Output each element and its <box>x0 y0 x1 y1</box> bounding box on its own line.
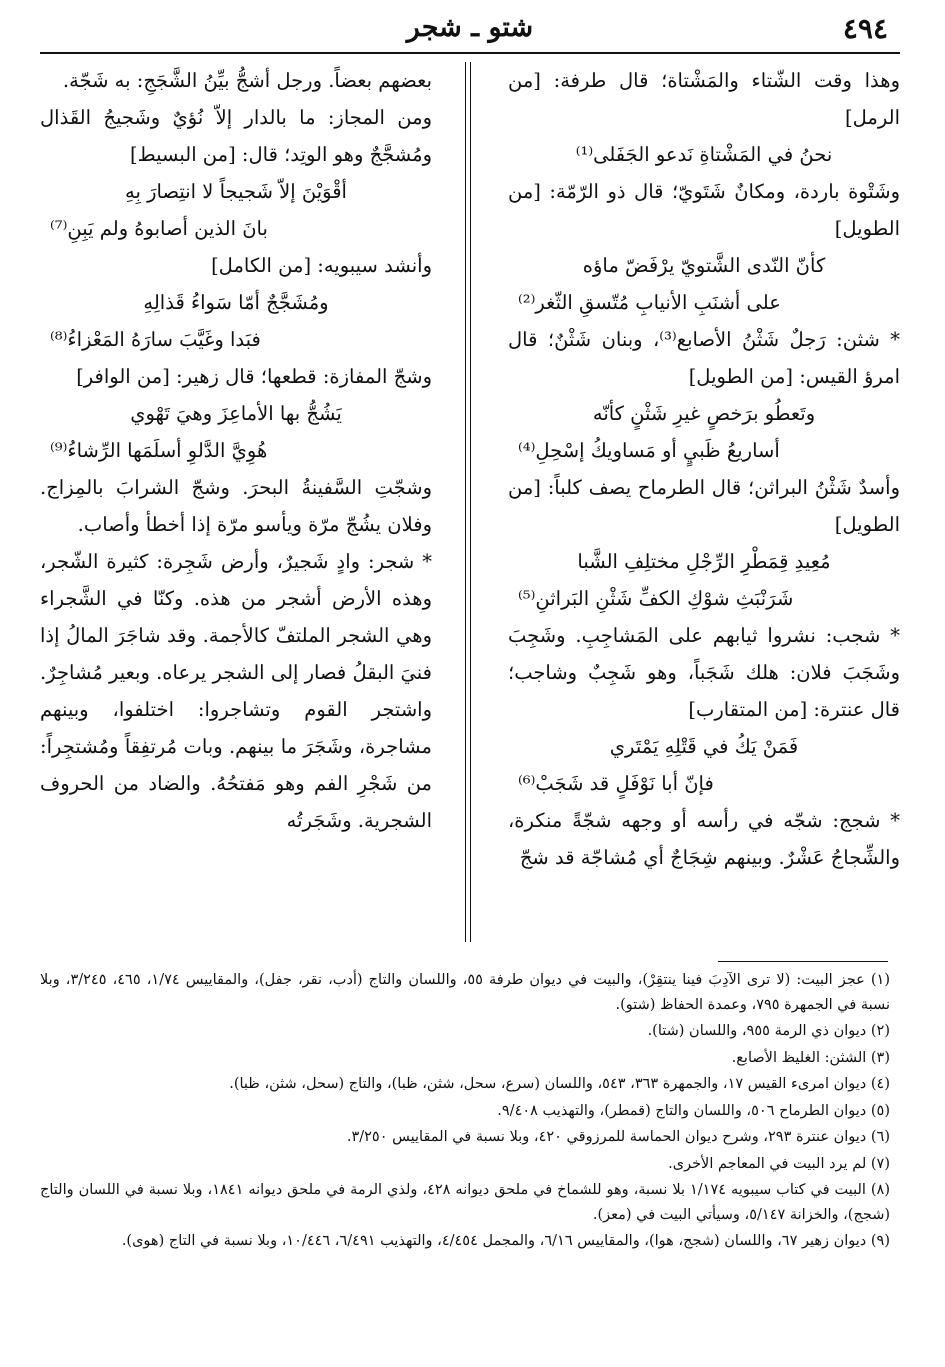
paragraph: ومن المجاز: ما بالدار إلاّ نُؤيٌ وشَجيجُ القَذال ومُشجَّجٌ وهو الوتِد؛ قال: [من البسيط] <box>40 106 432 166</box>
page-title: شتو ـ شجر <box>406 12 534 43</box>
footnote-rule <box>718 961 888 962</box>
verse-line: على أشنَبِ الأنيابِ مُتّسقِ الثّغر⁽²⁾ <box>518 291 781 314</box>
footnote: (٥) ديوان الطرماح ٥٠٦، واللسان والتاج (قمطر)، والتهذيب ٩/٤٠٨. <box>497 1102 890 1119</box>
page-header <box>40 8 900 54</box>
entry-shathn: * شثن: رَجلٌ شَثْنُ الأصابع⁽³⁾، وبنان شَثْنٌ؛ قال امرؤ القيس: [من الطويل] <box>508 328 900 388</box>
paragraph: وشجّتِ السَّفينةُ البحرَ. وشجّ الشرابَ بالمِزاج. وفلان يشُجّ مرّة ويأسو مرّة إذا أخطأ وأصاب. <box>40 476 432 536</box>
verse-line: ومُشَجَّجٌ أمّا سَواءُ قَذالِهِ <box>143 291 329 314</box>
page-number: ٤٩٤ <box>842 12 888 45</box>
entry-shajab: * شجب: نشروا ثيابهم على المَشاجِبِ. وشَجِبَ وشَجَبَ فلان: هلك شَجَباً، وهو شَجِبٌ وشاجب؛ قال عنترة: [من المتقارب] <box>508 624 900 721</box>
verse-line: وتَعطُو برَخصٍ غيرِ شَثْنٍ كأنّه <box>592 402 816 425</box>
entry-shajaj: * شجج: شجّه في رأسه أو وجهه شجّةً منكرة، والشِّجاجُ عَشْرٌ. وبينهم شِجَاجٌ أي مُشاجّة قد شجّ <box>508 809 900 869</box>
verse-line: هُوِيَّ الدَّلوِ أسلَمَها الرِّشاءُ⁽⁹⁾ <box>50 439 268 462</box>
right-column <box>508 62 900 876</box>
paragraph: وشجّ المفازة: قطعها؛ قال زهير: [من الوافر] <box>76 365 432 388</box>
footnote: (٢) ديوان ذي الرمة ٩٥٥، واللسان (شتا). <box>647 1023 890 1039</box>
paragraph: وأنشد سيبويه: [من الكامل] <box>211 254 432 277</box>
verse-line: أقْوَيْنَ إلاّ شَجيجاً لا انتِصارَ بِهِ <box>125 180 347 203</box>
footnote: (٨) البيت في كتاب سيبويه ١/١٧٤ بلا نسبة، وهو للشماخ في ملحق ديوانه ٤٢٨، ولذي الرمة في ملحق ديوانه ١٨٤١، وبلا نسبة في اللسان والتاج (شجج)، والخزانة ٥/١٤٧، وسيأتي البيت في (معز). <box>40 1182 891 1223</box>
text-columns <box>40 62 900 942</box>
verse-line: كأنّ النّدى الشَّتويّ يرْفَضّ ماؤه <box>582 254 826 277</box>
verse-line: بانَ الذين أصابوهُ ولم يَبِنِ⁽⁷⁾ <box>50 217 268 240</box>
paragraph: وأسدٌ شَثْنُ البراثن؛ قال الطرماح يصف كلباً: [من الطويل] <box>508 476 900 536</box>
footnote: (٩) ديوان زهير ٦٧، واللسان (شجج، هوا)، والمقاييس ٦/١٦، والمجمل ٤/٤٥٤، والتهذيب ٦/٤٩١، ١٠/٤٤٦، وبلا نسبة في التاج (هوى). <box>121 1233 890 1249</box>
left-column <box>40 62 432 839</box>
dictionary-page <box>40 8 900 1249</box>
column-divider <box>465 62 471 942</box>
verse-line: فَمَنْ يَكُ في قَتْلِهِ يَمْتَري <box>609 735 799 758</box>
verse-line: فبَدا وغَيَّبَ سارَهُ المَعْزاءُ⁽⁸⁾ <box>50 328 261 351</box>
footnotes <box>40 968 890 1256</box>
entry-shajar: * شجر: وادٍ شَجيرٌ، وأرض شَجِرة: كثيرة الشّجر، وهذه الأرض أشجر من هذه. وكنّا في الشَّجراء وهي الشجر الملتفّ كالأجمة. وقد شاجَرَ المالُ إذا فنيَ البقلُ فصار إلى الشجر يرعاه. وبعير مُشاجِرٌ. واشتجر القوم وتشاجروا: اختلفوا، وبينهم مشاجرة، وشَجَرَ ما بينهم. وبات مُرتفِقاً ومُشتجِراً: من شَجْرِ الفم وهو مَفتحُهُ. والضاد من الحروف الشجرية. وشَجَرتُه <box>40 550 432 832</box>
verse-line: فإنّ أبا نَوْفَلٍ قد شَجَبْ⁽⁶⁾ <box>518 772 714 795</box>
footnote: (٧) لم يرد البيت في المعاجم الأخرى. <box>668 1155 890 1172</box>
verse-line: أساريعُ ظَبيٍ أو مَساويكُ إسْحِلِ⁽⁴⁾ <box>518 439 780 462</box>
verse-line: نحنُ في المَشْتاةِ نَدعو الجَفَلى⁽¹⁾ <box>575 143 833 166</box>
verse-line: مُعِيدِ قِمَطْرِ الرِّجْلِ مختلِفِ الشَّبا <box>577 550 831 573</box>
paragraph: وشَتْوة باردة، ومكانٌ شَتَويّ؛ قال ذو الرّمّة: [من الطويل] <box>508 180 900 240</box>
footnote: (٦) ديوان عنترة ٢٩٣، وشرح ديوان الحماسة للمرزوقي ٤٢٠، وبلا نسبة في المقاييس ٣/٢٥٠. <box>346 1129 890 1145</box>
footnote: (٤) ديوان امرىء القيس ١٧، والجمهرة ٣٦٣، ٥٤٣، واللسان (سرع، سحل، شثن، ظبا)، والتاج (سحل، شثن، ظبا). <box>229 1076 890 1092</box>
verse-line: يَشُجُّ بها الأماعِزَ وهيَ تَهْوي <box>130 402 342 425</box>
paragraph: وهذا وقت الشّتاء والمَشْتاة؛ قال طرفة: [من الرمل] <box>508 69 900 129</box>
footnote: (٣) الشثن: الغليظ الأصابع. <box>731 1049 890 1066</box>
verse-line: شَرَنْبَثِ شوْكِ الكفِّ شَثْنِ البَراثنِ⁽⁵⁾ <box>518 587 794 610</box>
paragraph: بعضهم بعضاً. ورجل أشجُّ بيِّنُ الشَّجَجِ: به شَجّة. <box>62 69 432 92</box>
footnote: (١) عجز البيت: (لا ترى الآدِبَ فينا ينتقِرْ)، والبيت في ديوان طرفة ٥٥، واللسان والتاج (أدب، نقر، جفل)، والمقاييس ١/٧٤، ٤٦٥، ٣/٢٤٥، وبلا نسبة في الجمهرة ٧٩٥، وعمدة الحفاظ (شتو). <box>40 972 890 1013</box>
